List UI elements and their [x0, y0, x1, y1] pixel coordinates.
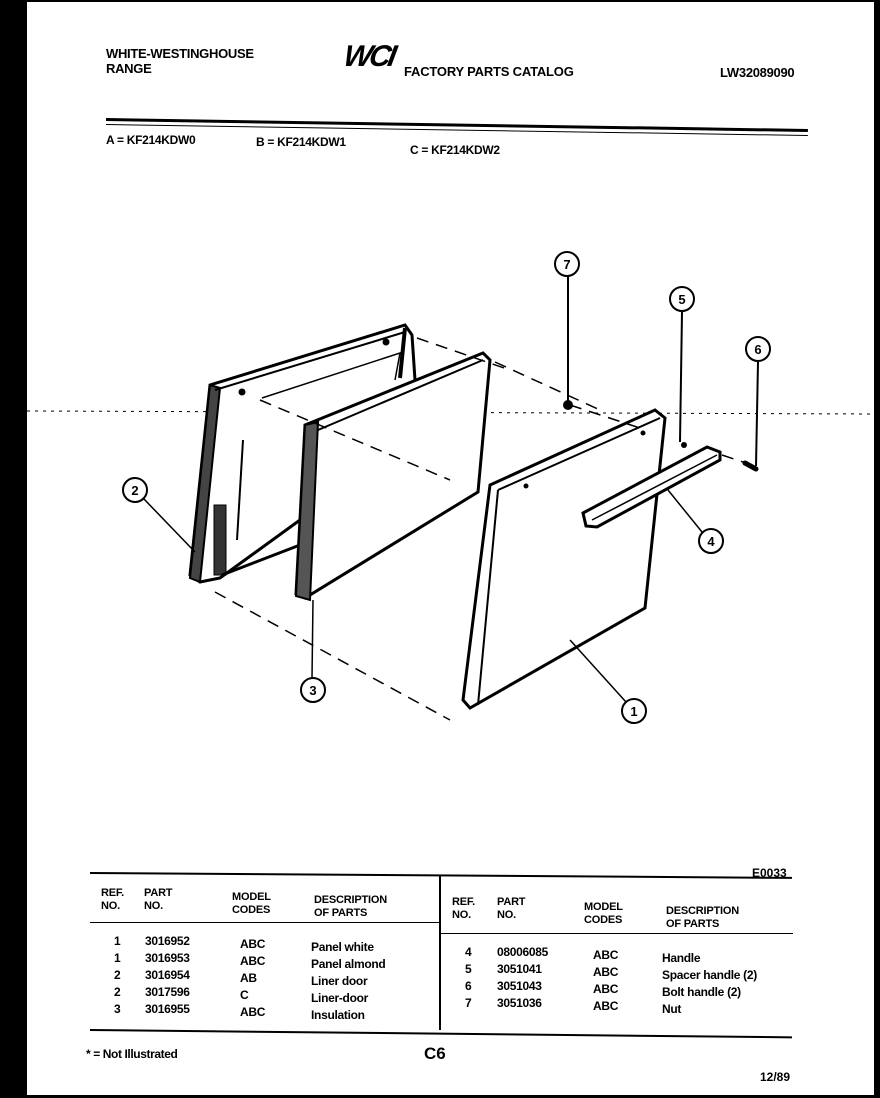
table-cell-desc: Handle — [662, 951, 701, 965]
scan-border-right — [874, 0, 880, 1098]
header-model-line1: MODEL — [232, 891, 271, 903]
table-cell-ref: 4 — [465, 945, 472, 959]
table-cell-codes: C — [240, 988, 249, 1002]
left-part-column — [145, 933, 190, 1018]
callout-4 — [668, 490, 723, 553]
table-cell-ref: 1 — [114, 934, 121, 948]
table-cell-desc: Liner door — [311, 974, 368, 988]
header-desc-line2: OF PARTS — [666, 918, 720, 930]
table-cell-desc: Bolt handle (2) — [662, 985, 741, 999]
header-description-left — [314, 894, 387, 920]
callout-2 — [123, 478, 195, 552]
table-cell-ref: 7 — [465, 996, 472, 1010]
table-cell-ref: 1 — [114, 951, 121, 965]
model-a: A = KF214KDW0 — [106, 133, 196, 147]
model-c: C = KF214KDW2 — [410, 143, 500, 157]
table-cell-desc: Panel almond — [311, 957, 386, 971]
table-cell-part: 3016953 — [145, 951, 190, 965]
svg-text:5: 5 — [678, 292, 686, 307]
catalog-title: FACTORY PARTS CATALOG — [404, 64, 574, 79]
table-cell-codes: AB — [240, 971, 257, 985]
header-part-no-left — [144, 887, 172, 913]
spacer-part — [681, 442, 687, 448]
callout-7 — [555, 252, 579, 402]
svg-text:2: 2 — [131, 483, 139, 498]
header-desc-line1: DESCRIPTION — [314, 894, 387, 906]
header-ref-line2: NO. — [452, 909, 471, 921]
header-ref-no-left — [101, 887, 124, 913]
header-ref-line1: REF. — [101, 887, 125, 899]
table-cell-part: 08006085 — [497, 945, 548, 959]
brand-line-1: WHITE-WESTINGHOUSE — [106, 46, 254, 61]
table-cell-desc: Nut — [662, 1002, 682, 1016]
page-number: C6 — [424, 1044, 446, 1063]
header-part-line1: PART — [497, 896, 526, 908]
header-description-right — [666, 905, 739, 931]
wci-logo: WCI — [341, 40, 397, 73]
table-cell-desc: Panel white — [311, 940, 374, 954]
table-cell-codes: ABC — [593, 982, 619, 996]
table-cell-part: 3051041 — [497, 962, 542, 976]
scan-border-top — [0, 0, 880, 2]
svg-text:4: 4 — [707, 534, 715, 549]
revision-date: 12/89 — [760, 1070, 791, 1084]
header-model-codes-right — [584, 901, 623, 927]
table-cell-codes: ABC — [593, 999, 619, 1013]
table-cell-part: 3016952 — [145, 934, 190, 948]
callout-6 — [746, 337, 770, 466]
left-codes-column — [240, 936, 265, 1021]
svg-text:6: 6 — [754, 342, 762, 357]
front-panel-part — [463, 410, 665, 708]
callout-5 — [670, 287, 694, 442]
table-cell-codes: ABC — [240, 1005, 266, 1019]
header-model-line2: CODES — [232, 904, 271, 916]
callout-3 — [301, 600, 325, 702]
table-cell-ref: 3 — [114, 1002, 121, 1016]
table-cell-codes: ABC — [240, 954, 266, 968]
table-header-rule-left — [90, 922, 440, 923]
header-ref-line1: REF. — [452, 896, 476, 908]
table-bottom-rule — [90, 1029, 792, 1038]
header-ref-no-right — [452, 896, 475, 922]
table-cell-codes: ABC — [593, 948, 619, 962]
table-column-divider — [439, 876, 441, 1030]
header-model-line2: CODES — [584, 914, 623, 926]
table-cell-part: 3016954 — [145, 968, 190, 982]
right-part-column — [497, 944, 548, 1012]
header-desc-line2: OF PARTS — [314, 907, 368, 919]
callout-1 — [570, 640, 646, 723]
left-ref-column — [114, 933, 120, 1018]
table-cell-desc: Liner-door — [311, 991, 368, 1005]
right-codes-column — [593, 947, 618, 1015]
catalog-code: LW32089090 — [720, 65, 795, 80]
table-cell-part: 3051036 — [497, 996, 542, 1010]
header-model-codes-left — [232, 891, 271, 917]
header-part-line2: NO. — [144, 900, 163, 912]
right-ref-column — [465, 944, 471, 1012]
right-desc-column — [662, 950, 757, 1018]
svg-text:7: 7 — [563, 257, 571, 272]
table-cell-ref: 2 — [114, 985, 121, 999]
left-desc-column — [311, 939, 385, 1024]
exploded-parts-diagram — [27, 150, 874, 870]
header-model-line1: MODEL — [584, 901, 623, 913]
header-part-no-right — [497, 896, 525, 922]
table-cell-desc: Insulation — [311, 1008, 365, 1022]
header-desc-line1: DESCRIPTION — [666, 905, 739, 917]
header-part-line2: NO. — [497, 909, 516, 921]
table-header-rule-right — [441, 933, 793, 934]
svg-text:3: 3 — [309, 683, 317, 698]
table-cell-ref: 6 — [465, 979, 472, 993]
bolt-part — [745, 463, 756, 469]
figure-code: E0033 — [752, 866, 787, 880]
table-cell-codes: ABC — [593, 965, 619, 979]
svg-text:1: 1 — [630, 704, 638, 719]
table-cell-ref: 5 — [465, 962, 472, 976]
brand-title — [106, 46, 254, 76]
table-cell-part: 3016955 — [145, 1002, 190, 1016]
scan-border-left — [0, 0, 27, 1098]
header-ref-line2: NO. — [101, 900, 120, 912]
table-cell-ref: 2 — [114, 968, 121, 982]
model-b: B = KF214KDW1 — [256, 135, 346, 149]
header-part-line1: PART — [144, 887, 173, 899]
table-cell-part: 3051043 — [497, 979, 542, 993]
table-cell-codes: ABC — [240, 937, 266, 951]
brand-line-2: RANGE — [106, 61, 152, 76]
table-cell-part: 3017596 — [145, 985, 190, 999]
not-illustrated-note: * = Not Illustrated — [86, 1047, 178, 1061]
table-cell-desc: Spacer handle (2) — [662, 968, 757, 982]
